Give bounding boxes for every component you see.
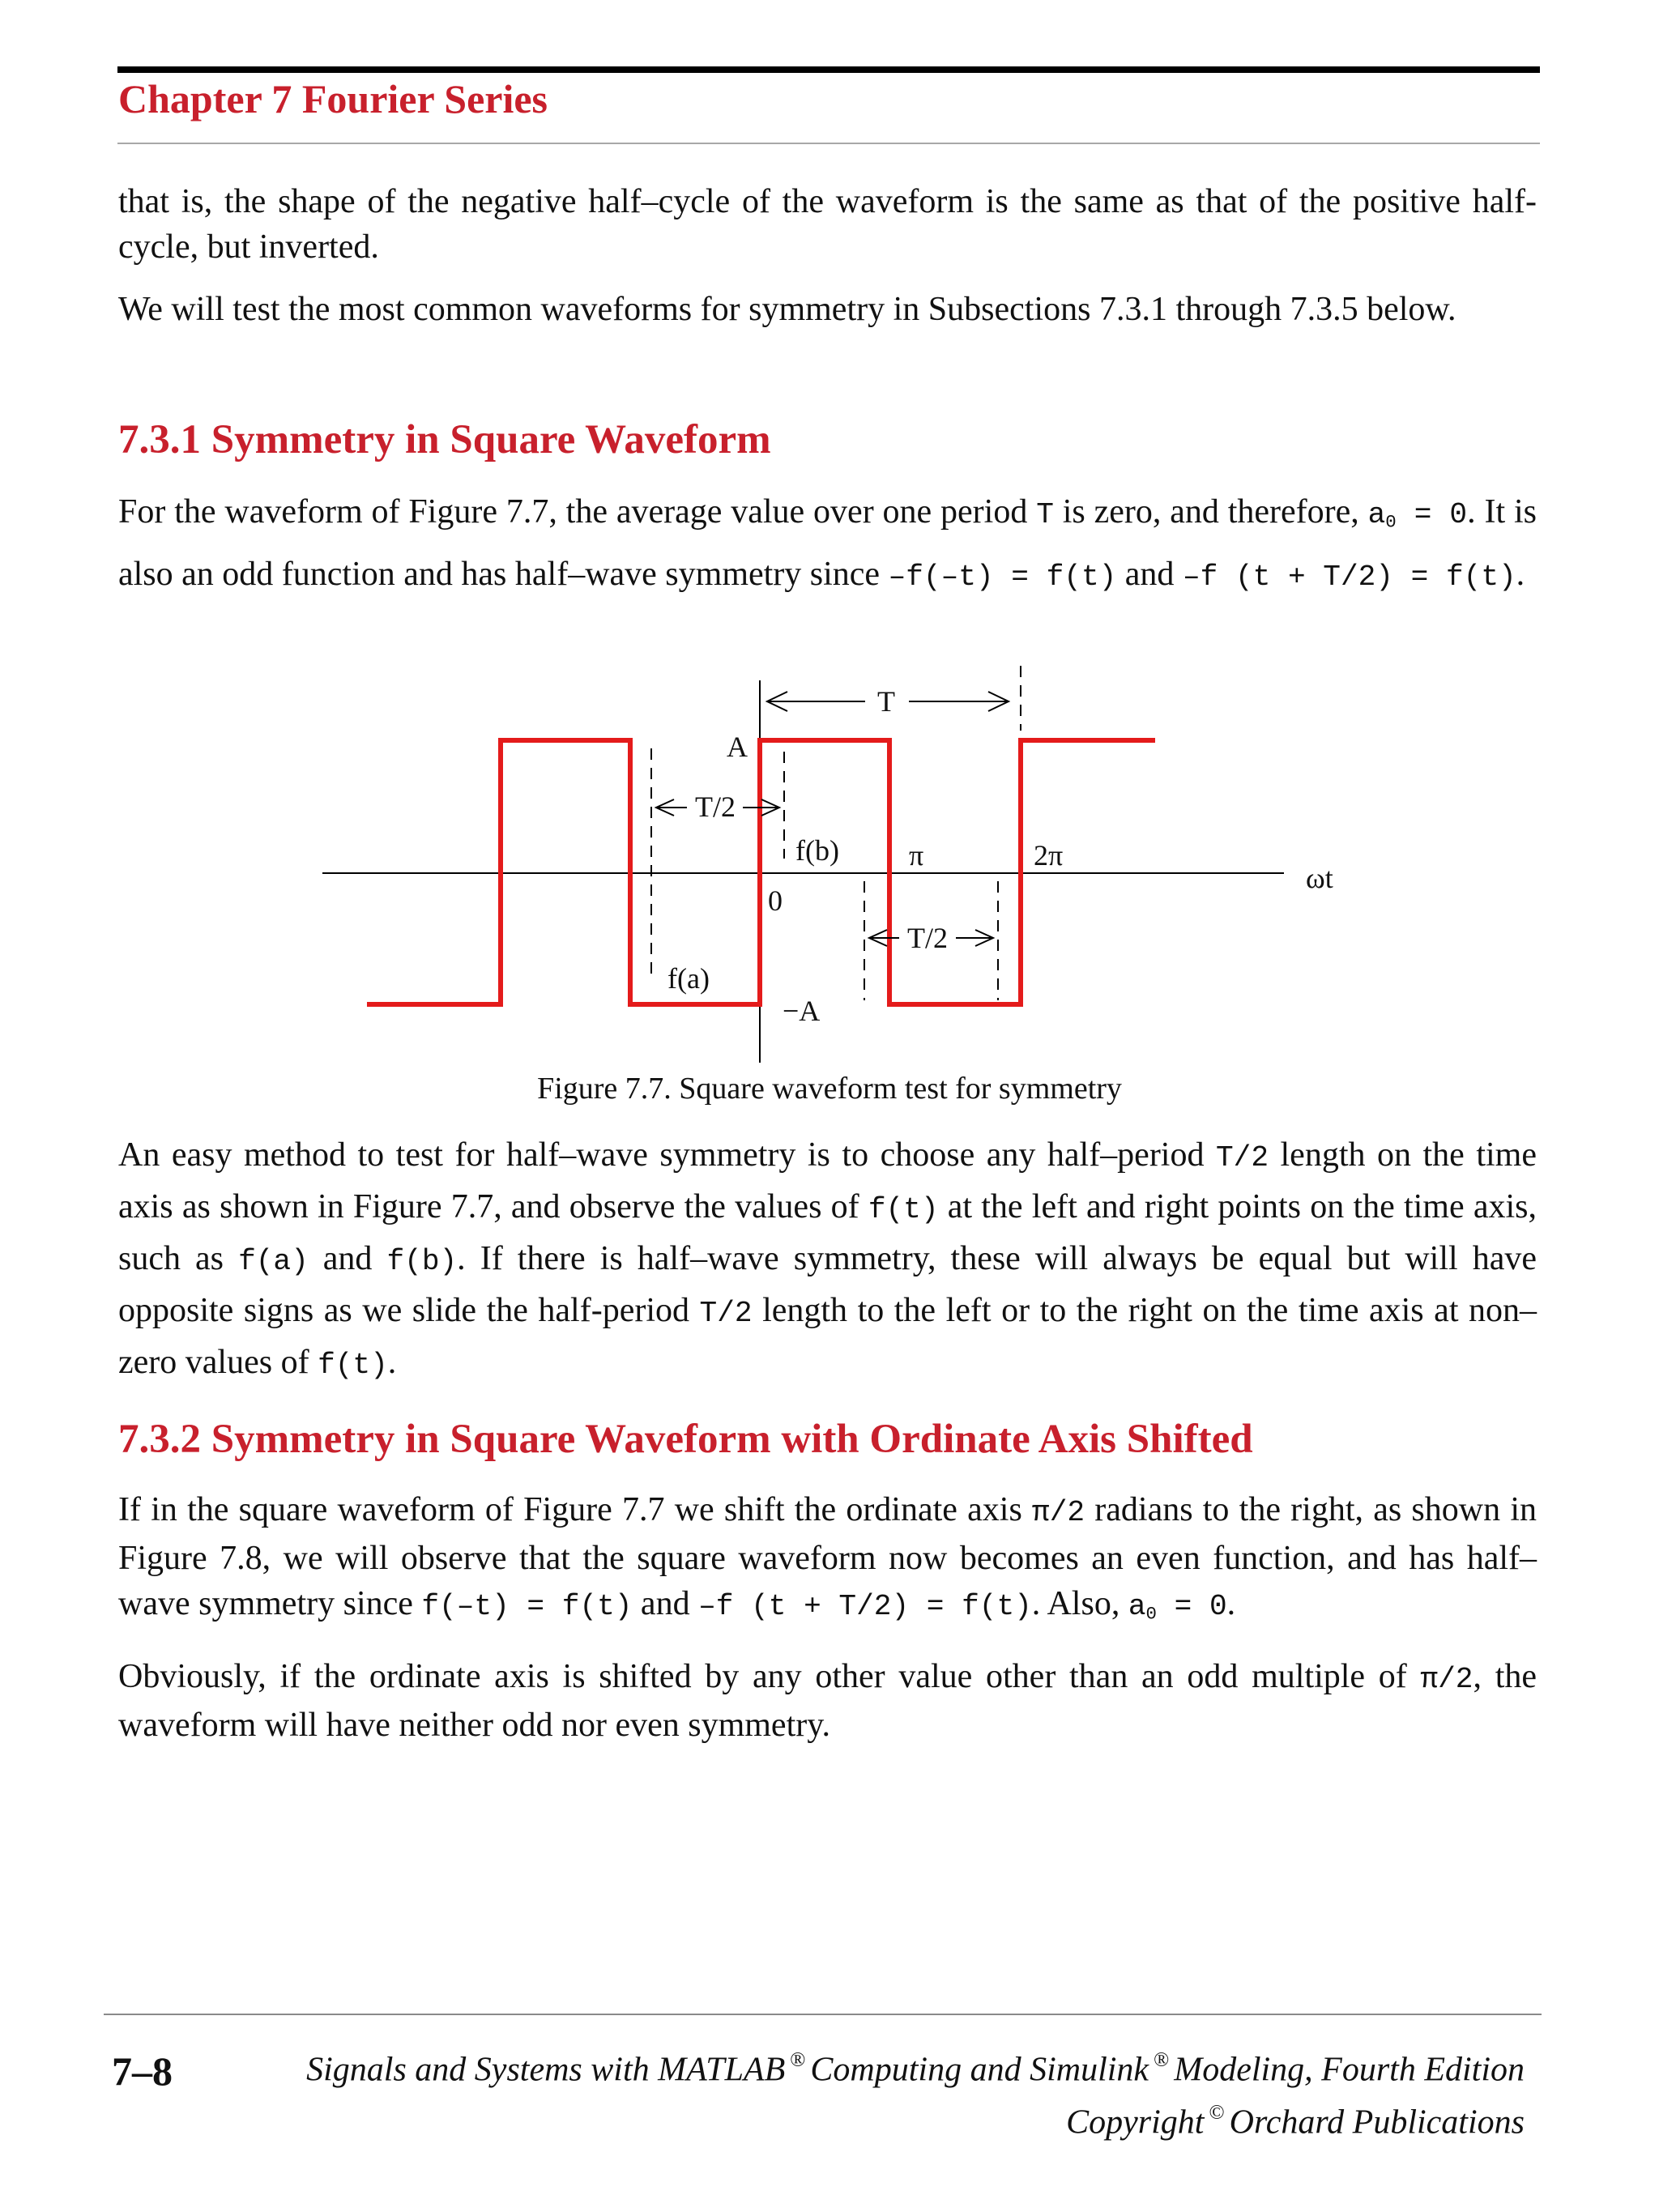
section-title-7-3-1: 7.3.1 Symmetry in Square Waveform	[118, 417, 771, 462]
label-half-period-left: T/2	[695, 791, 736, 823]
paragraph-neither-symmetry: Obviously, if the ordinate axis is shifted by any other value other than an odd multiple of π/2, the waveform will have neither odd nor even symmetry.	[118, 1658, 1537, 1744]
paragraph-half-wave-test: An easy method to test for half–wave symmetry is to choose any half–period T/2 length on the time axis as shown in Figure 7.7, and observe the values of f(t) at the left and right points on the time axis, such as f(a) and f(b). If there is half–wave symmetry, these will always be equal but will have opposite signs as we slide the half-period T/2 length to the left or to the right on the time axis at non–zero values of f(t).	[118, 1136, 1537, 1382]
label-two-pi: 2π	[1034, 839, 1064, 872]
label-pi: π	[909, 839, 924, 872]
label-omega-t: ωt	[1306, 862, 1333, 894]
paragraph-shifted-axis: If in the square waveform of Figure 7.7 we shift the ordinate axis π/2 radians to the right, as shown in Figure 7.8, we will observe that the square waveform now becomes an even function, and has half–wave symmetry since f(–t) = f(t) and –f (t + T/2) = f(t). Also, $a_0 = 0$.	[118, 1491, 1537, 1625]
label-period: T	[877, 685, 895, 718]
paragraph-test-intro: We will test the most common waveforms for symmetry in Subsections 7.3.1 through 7.3.5 below.	[118, 291, 1456, 328]
top-rule	[117, 66, 1540, 73]
copyright-line: Copyright © Orchard Publications	[1066, 2102, 1525, 2142]
header-rule	[117, 143, 1540, 144]
footer-rule	[104, 2014, 1542, 2015]
label-half-period-right: T/2	[907, 922, 948, 954]
book-title: Signals and Systems with MATLAB ® Computing and Simulink ® Modeling, Fourth Edition	[306, 2049, 1525, 2089]
page-number: 7–8	[112, 2048, 173, 2094]
paragraph-square-symmetry: For the waveform of Figure 7.7, the average value over one period T is zero, and therefore, $a_0 = 0$. It is also an odd function and has half–wave symmetry since –f(–t) = f(t) and –f (t + T/2) = f(t).	[118, 493, 1537, 594]
label-amplitude-positive: A	[727, 731, 748, 763]
chapter-title: Chapter 7 Fourier Series	[118, 76, 548, 121]
figure-caption: Figure 7.7. Square waveform test for symmetry	[537, 1072, 1122, 1106]
label-amplitude-negative: −A	[783, 995, 821, 1027]
label-origin: 0	[768, 884, 783, 917]
paragraph-half-cycle: that is, the shape of the negative half–cycle of the waveform is the same as that of the positive half-cycle, but inverted.	[118, 183, 1537, 266]
label-f-b: f(b)	[795, 834, 839, 867]
label-f-a: f(a)	[667, 962, 710, 995]
square-waveform-figure	[0, 648, 1659, 1069]
section-title-7-3-2: 7.3.2 Symmetry in Square Waveform with Ordinate Axis Shifted	[118, 1417, 1253, 1462]
